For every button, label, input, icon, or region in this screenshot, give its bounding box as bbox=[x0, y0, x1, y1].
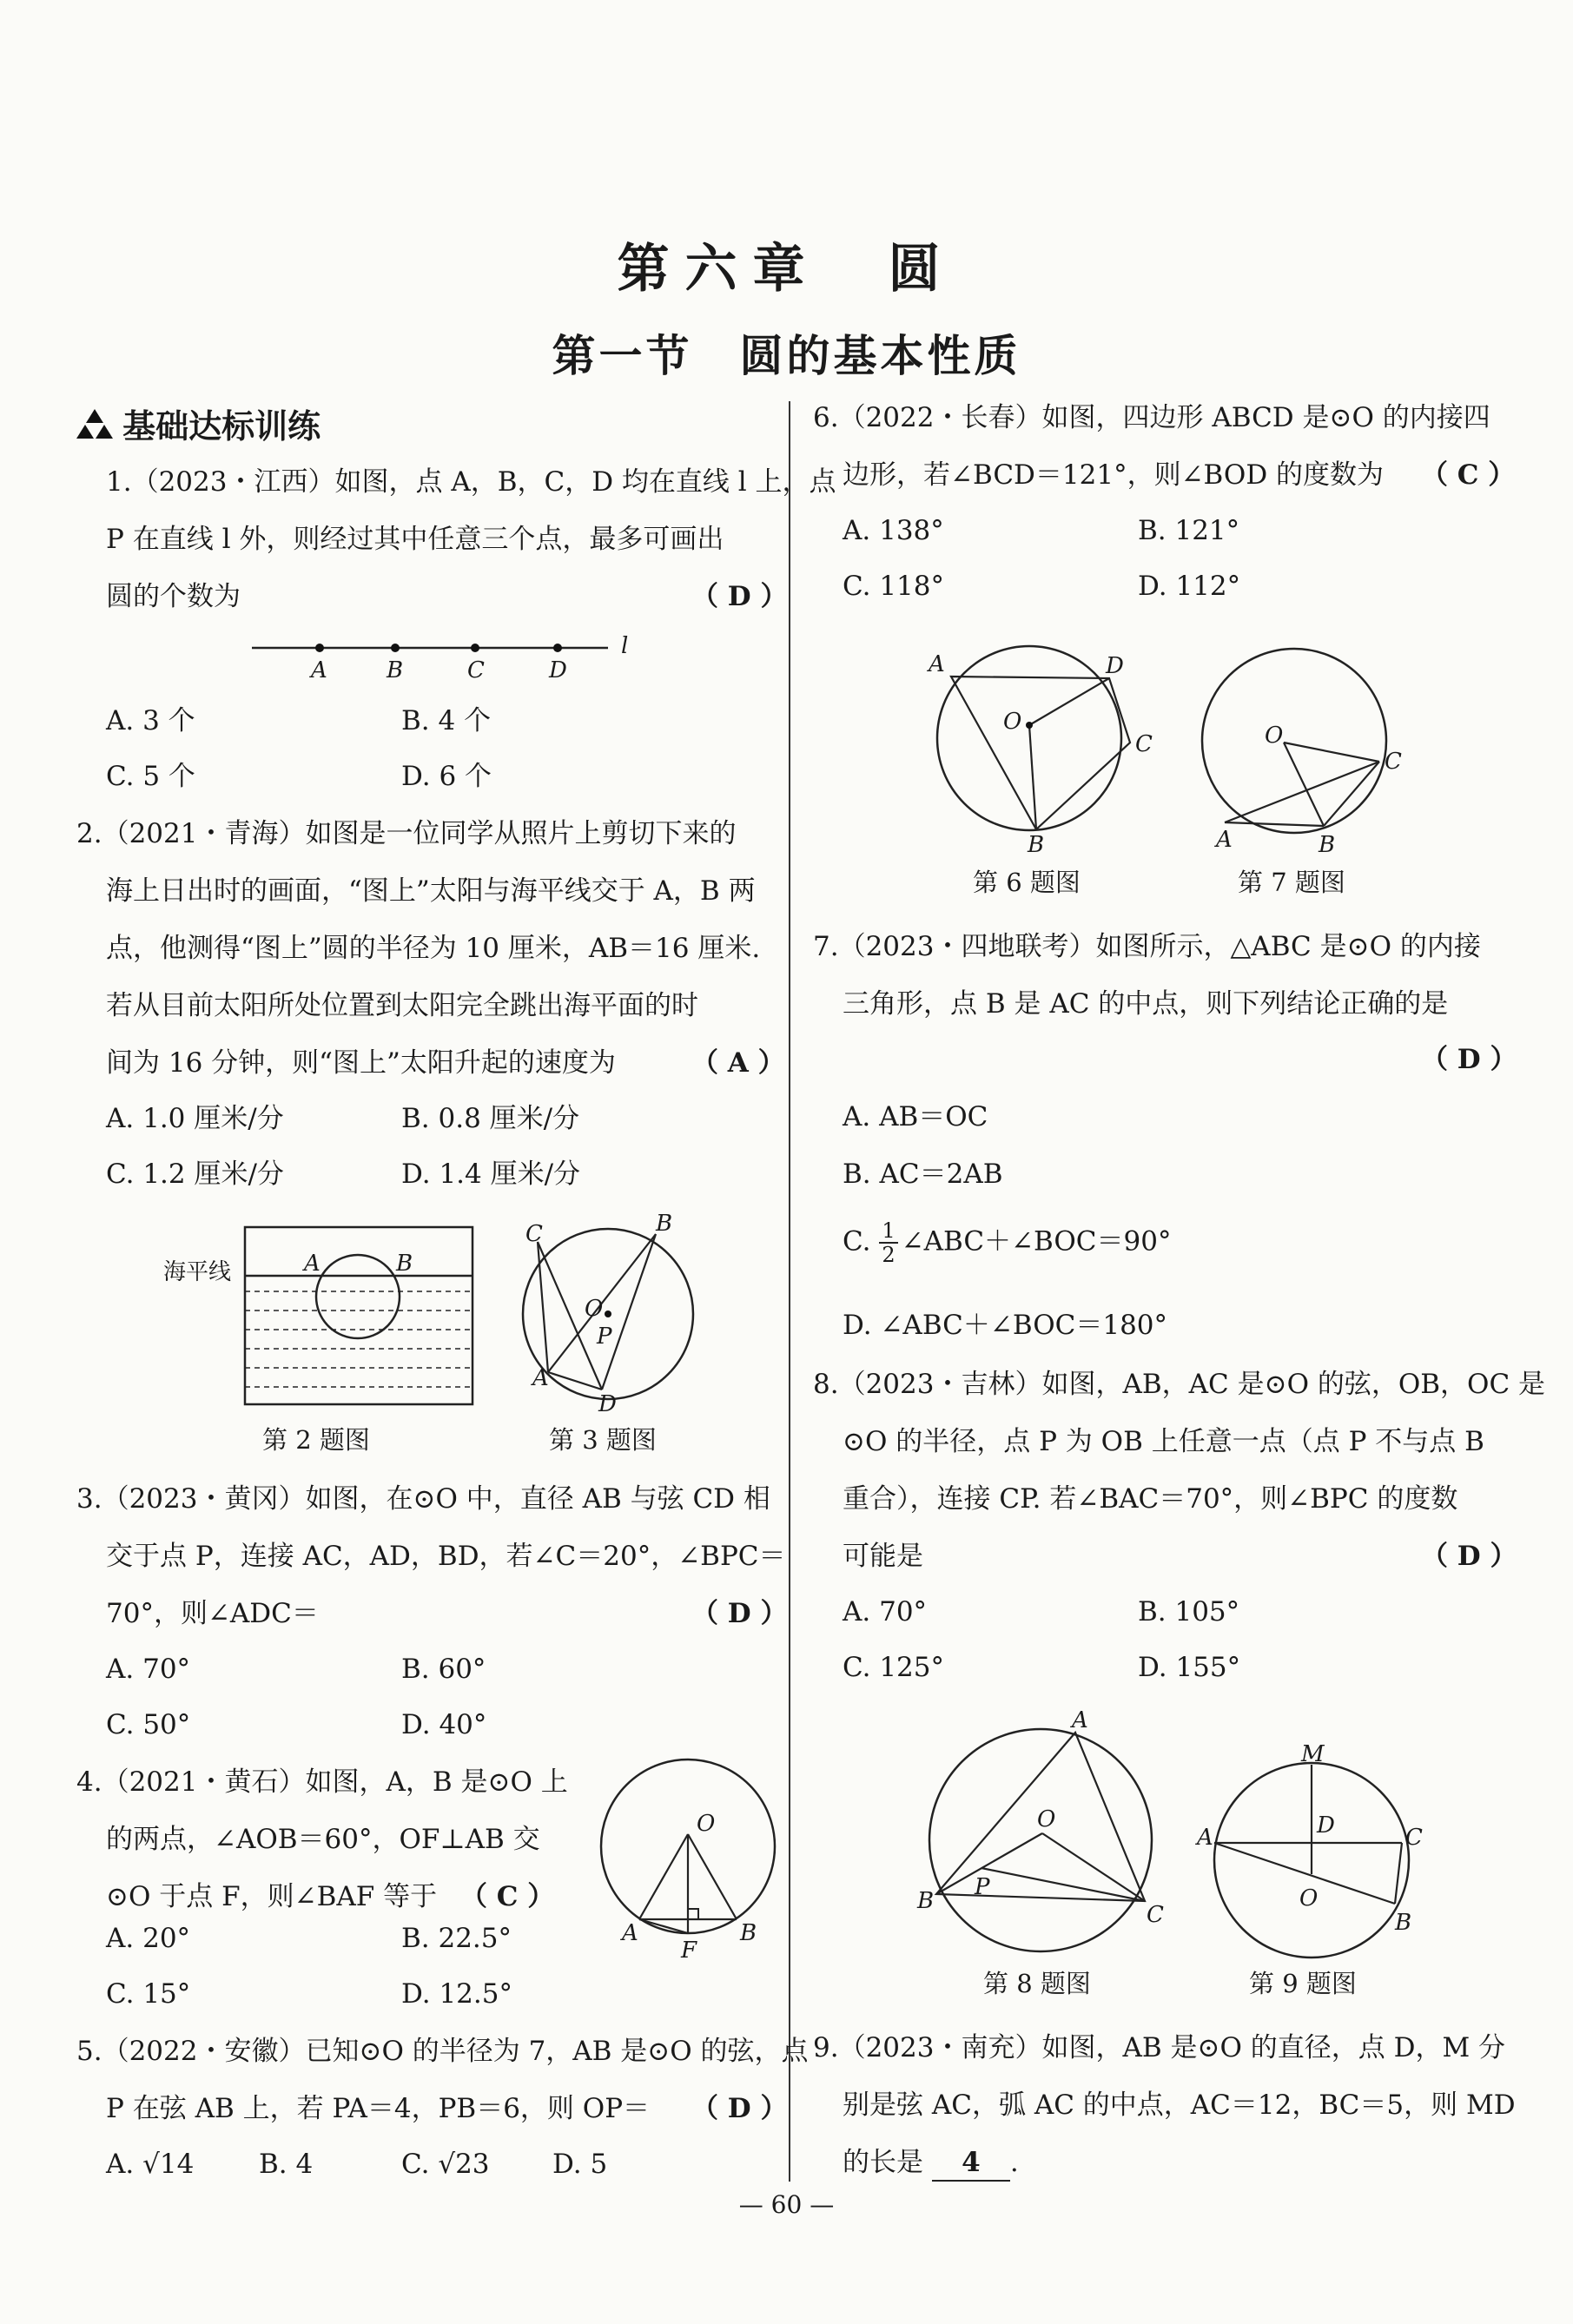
q7-fig-label-c: C bbox=[1385, 749, 1402, 775]
q4-line-1: 4.（2021・黄石）如图，A，B 是⊙O 上 bbox=[76, 1766, 568, 1798]
q3-option-a: A. 70° bbox=[106, 1654, 191, 1685]
q1-fig-label-l: l bbox=[621, 633, 629, 659]
practice-heading-row bbox=[76, 399, 321, 447]
q2-fig-sea-label: 海平线 bbox=[163, 1259, 232, 1285]
q4-fig-label-f: F bbox=[681, 1938, 697, 1964]
q9-fig-label-b: B bbox=[1395, 1910, 1412, 1936]
q3-figure bbox=[517, 1212, 708, 1420]
q2-option-a: A. 1.0 厘米/分 bbox=[106, 1103, 284, 1134]
q1-line-2: P 在直线 l 外，则经过其中任意三个点，最多可画出 bbox=[106, 524, 724, 555]
column-divider bbox=[789, 401, 790, 2182]
q3-caption: 第 3 题图 bbox=[549, 1425, 657, 1455]
q9-fig-label-a: A bbox=[1197, 1825, 1213, 1851]
q2-line-4: 若从目前太阳所处位置到太阳完全跳出海平面的时 bbox=[106, 990, 698, 1021]
q4-option-a: A. 20° bbox=[106, 1923, 191, 1954]
q5-option-b: B. 4 bbox=[259, 2149, 314, 2180]
q6-answer: （ C ） bbox=[1421, 459, 1516, 491]
q3-line-2: 交于点 P，连接 AC，AD，BD，若∠C＝20°，∠BPC＝ bbox=[106, 1541, 786, 1572]
q6-fig-label-o: O bbox=[1003, 709, 1022, 735]
chapter-title: 第六章 圆 bbox=[617, 239, 956, 300]
q8-fig-label-b: B bbox=[917, 1888, 935, 1914]
q2-option-b: B. 0.8 厘米/分 bbox=[401, 1103, 580, 1134]
q6-caption: 第 6 题图 bbox=[973, 868, 1081, 897]
q8-option-b: B. 105° bbox=[1138, 1596, 1240, 1627]
q5-option-d: D. 5 bbox=[552, 2149, 608, 2180]
q4-option-b: B. 22.5° bbox=[401, 1923, 512, 1954]
q9-end-mark: . bbox=[1009, 2147, 1019, 2178]
q7-line-2: 三角形，点 B 是 AC 的中点，则下列结论正确的是 bbox=[843, 988, 1449, 1020]
q9-line-3: 的长是 bbox=[843, 2147, 923, 2178]
q9-line-2: 别是弦 AC，弧 AC 的中点，AC＝12，BC＝5，则 MD bbox=[843, 2090, 1516, 2121]
q4-answer: （ C ） bbox=[460, 1881, 555, 1912]
q3-answer: （ D ） bbox=[691, 1598, 788, 1629]
q7-option-c-text: ∠ABC＋∠BOC＝90° bbox=[901, 1225, 1172, 1258]
q8-fig-label-p: P bbox=[975, 1874, 990, 1900]
q1-option-b: B. 4 个 bbox=[401, 705, 492, 736]
q6-line-1: 6.（2022・长春）如图，四边形 ABCD 是⊙O 的内接四 bbox=[813, 402, 1490, 433]
q8-line-2: ⊙O 的半径，点 P 为 OB 上任意一点（点 P 不与点 B bbox=[843, 1426, 1484, 1457]
q2-figure bbox=[156, 1220, 486, 1420]
q3-fig-label-a: A bbox=[532, 1365, 549, 1391]
q9-line-1: 9.（2023・南充）如图，AB 是⊙O 的直径，点 D，M 分 bbox=[813, 2032, 1506, 2063]
q7-figure bbox=[1181, 638, 1424, 858]
q5-answer: （ D ） bbox=[691, 2093, 788, 2124]
q7-option-b: B. AC＝2AB bbox=[843, 1159, 1003, 1190]
q9-fig-label-d: D bbox=[1317, 1812, 1335, 1839]
q5-option-a: A. √14 bbox=[106, 2149, 195, 2180]
q2-option-d: D. 1.4 厘米/分 bbox=[401, 1159, 581, 1190]
q2-option-c: C. 1.2 厘米/分 bbox=[106, 1159, 284, 1190]
q2-caption: 第 2 题图 bbox=[262, 1425, 370, 1455]
q8-fig-label-o: O bbox=[1037, 1806, 1056, 1832]
q7-option-c-fraction bbox=[879, 1219, 897, 1266]
q5-option-c: C. √23 bbox=[401, 2149, 490, 2180]
q2-line-5: 间为 16 分钟，则“图上”太阳升起的速度为 bbox=[106, 1047, 616, 1079]
q3-line-1: 3.（2023・黄冈）如图，在⊙O 中，直径 AB 与弦 CD 相 bbox=[76, 1483, 770, 1515]
q6-fig-label-b: B bbox=[1028, 832, 1045, 858]
q1-line-1: 1.（2023・江西）如图，点 A，B，C，D 均在直线 l 上，点 bbox=[106, 466, 836, 498]
practice-heading: 基础达标训练 bbox=[122, 407, 321, 446]
q4-line-2: 的两点，∠AOB＝60°，OF⊥AB 交 bbox=[106, 1824, 540, 1855]
q7-line-1: 7.（2023・四地联考）如图所示，△ABC 是⊙O 的内接 bbox=[813, 931, 1481, 962]
q7-fig-label-a: A bbox=[1216, 827, 1233, 853]
q7-answer: （ D ） bbox=[1421, 1044, 1517, 1075]
q8-answer: （ D ） bbox=[1421, 1541, 1517, 1572]
q8-option-c: C. 125° bbox=[843, 1652, 944, 1683]
q2-line-3: 点，他测得“图上”圆的半径为 10 厘米，AB＝16 厘米. bbox=[106, 933, 761, 964]
q4-fig-label-a: A bbox=[622, 1920, 638, 1946]
q7-fig-label-o: O bbox=[1265, 723, 1284, 749]
q6-figure bbox=[916, 638, 1160, 858]
q9-figure bbox=[1197, 1741, 1424, 1963]
q1-option-c: C. 5 个 bbox=[106, 761, 195, 792]
q9-fig-label-m: M bbox=[1301, 1741, 1325, 1767]
q9-caption: 第 9 题图 bbox=[1249, 1969, 1357, 1998]
q2-line-2: 海上日出时的画面，“图上”太阳与海平线交于 A，B 两 bbox=[106, 875, 756, 907]
q4-figure bbox=[591, 1753, 782, 1964]
q7-frac-num: 1 bbox=[879, 1219, 897, 1244]
q3-fig-label-p: P bbox=[597, 1324, 612, 1350]
q3-fig-label-c: C bbox=[525, 1221, 543, 1247]
q6-fig-label-a: A bbox=[929, 651, 945, 677]
q8-fig-label-a: A bbox=[1072, 1707, 1088, 1733]
q8-line-1: 8.（2023・吉林）如图，AB，AC 是⊙O 的弦，OB，OC 是 bbox=[813, 1369, 1546, 1400]
q8-option-d: D. 155° bbox=[1138, 1652, 1241, 1683]
q8-figure bbox=[910, 1707, 1171, 1963]
q1-option-a: A. 3 个 bbox=[106, 705, 195, 736]
q3-fig-label-d: D bbox=[598, 1391, 617, 1417]
q1-fig-label-a: A bbox=[311, 657, 327, 683]
q2-fig-label-b: B bbox=[396, 1251, 413, 1277]
q6-line-2: 边形，若∠BCD＝121°，则∠BOD 的度数为 bbox=[843, 459, 1385, 491]
q8-line-3: 重合），连接 CP. 若∠BAC＝70°，则∠BPC 的度数 bbox=[843, 1483, 1458, 1515]
triangle-cluster-icon bbox=[76, 407, 113, 440]
q1-fig-label-c: C bbox=[467, 657, 485, 683]
q4-fig-label-b: B bbox=[740, 1920, 757, 1946]
q9-fig-label-o: O bbox=[1299, 1885, 1319, 1911]
q1-fig-label-d: D bbox=[549, 657, 567, 683]
q3-option-b: B. 60° bbox=[401, 1654, 486, 1685]
q9-line-3-row bbox=[843, 2145, 1019, 2182]
q6-fig-label-c: C bbox=[1135, 731, 1153, 757]
q2-answer: （ A ） bbox=[691, 1047, 785, 1079]
q8-fig-label-c: C bbox=[1147, 1902, 1164, 1928]
q8-option-a: A. 70° bbox=[843, 1596, 928, 1627]
q2-fig-label-a: A bbox=[304, 1251, 321, 1277]
q6-option-c: C. 118° bbox=[843, 571, 944, 602]
q1-answer: （ D ） bbox=[691, 581, 788, 612]
q5-line-1: 5.（2022・安徽）已知⊙O 的半径为 7，AB 是⊙O 的弦，点 bbox=[76, 2036, 809, 2067]
q8-line-4: 可能是 bbox=[843, 1541, 923, 1572]
q4-option-d: D. 12.5° bbox=[401, 1978, 512, 2010]
q1-option-d: D. 6 个 bbox=[401, 761, 492, 792]
q7-frac-den: 2 bbox=[882, 1243, 896, 1267]
q1-figure bbox=[252, 632, 651, 684]
q3-fig-label-o: O bbox=[585, 1296, 604, 1322]
page-number: — 60 — bbox=[738, 2190, 835, 2219]
section-title: 第一节 圆的基本性质 bbox=[552, 330, 1021, 381]
q7-caption: 第 7 题图 bbox=[1238, 868, 1345, 897]
q9-answer-blank: 4 bbox=[932, 2145, 1010, 2182]
q6-option-d: D. 112° bbox=[1138, 571, 1241, 602]
q6-option-a: A. 138° bbox=[843, 515, 944, 546]
q3-option-c: C. 50° bbox=[106, 1709, 191, 1740]
q6-option-b: B. 121° bbox=[1138, 515, 1240, 546]
q3-fig-label-b: B bbox=[656, 1211, 673, 1237]
q5-line-2: P 在弦 AB 上，若 PA＝4，PB＝6，则 OP＝ bbox=[106, 2093, 651, 2124]
q3-option-d: D. 40° bbox=[401, 1709, 487, 1740]
q7-option-c-prefix: C. bbox=[843, 1225, 871, 1258]
q3-line-3: 70°，则∠ADC＝ bbox=[106, 1598, 319, 1629]
q7-fig-label-b: B bbox=[1319, 832, 1336, 858]
q2-line-1: 2.（2021・青海）如图是一位同学从照片上剪切下来的 bbox=[76, 818, 737, 849]
q7-option-c-row bbox=[843, 1219, 1171, 1266]
q4-line-3: ⊙O 于点 F，则∠BAF 等于 bbox=[106, 1881, 438, 1912]
q1-fig-label-b: B bbox=[387, 657, 404, 683]
q4-fig-label-o: O bbox=[697, 1811, 716, 1837]
q4-option-c: C. 15° bbox=[106, 1978, 191, 2010]
q9-fig-label-c: C bbox=[1405, 1825, 1423, 1851]
q6-fig-label-d: D bbox=[1106, 653, 1124, 679]
q7-option-d: D. ∠ABC＋∠BOC＝180° bbox=[843, 1310, 1168, 1341]
q7-option-a: A. AB＝OC bbox=[843, 1101, 988, 1132]
q8-caption: 第 8 题图 bbox=[983, 1969, 1091, 1998]
q1-line-3: 圆的个数为 bbox=[106, 581, 241, 612]
